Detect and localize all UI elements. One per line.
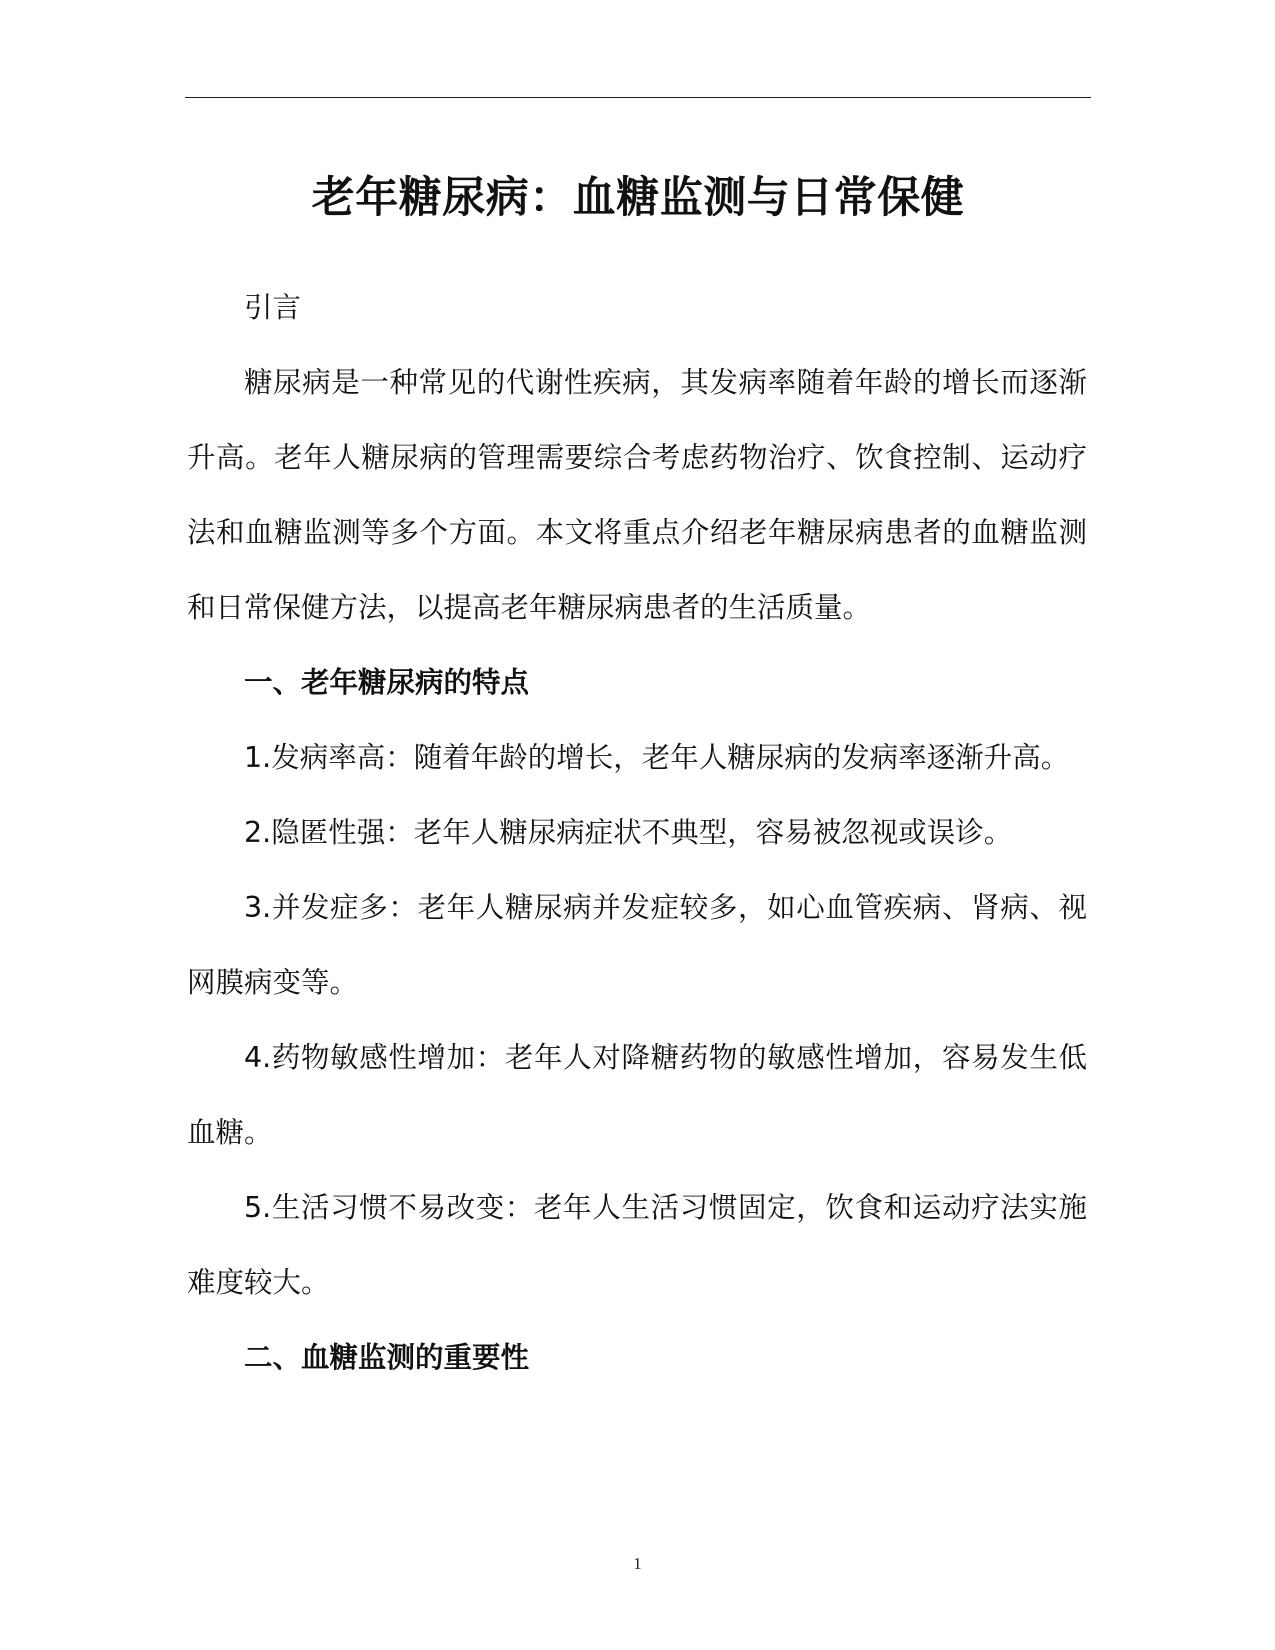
list-item-1: 1.发病率高：随着年龄的增长，老年人糖尿病的发病率逐渐升高。 [244,741,1070,774]
document-body [187,270,1087,1395]
list-item-4: 4.药物敏感性增加：老年人对降糖药物的敏感性增加，容易发生低血糖。 [187,1041,1087,1149]
page-number: 1 [633,1554,642,1573]
section-heading-1: 一、老年糖尿病的特点 [244,666,530,699]
document-title: 老年糖尿病：血糖监测与日常保健 [311,173,965,223]
section-heading-2: 二、血糖监测的重要性 [244,1341,530,1374]
paragraph-intro-label: 引言 [244,291,302,324]
list-item-2: 2.隐匿性强：老年人糖尿病症状不典型，容易被忽视或误诊。 [244,816,1013,849]
header-rule [185,97,1091,98]
list-item-5: 5.生活习惯不易改变：老年人生活习惯固定，饮食和运动疗法实施难度较大。 [187,1191,1087,1299]
paragraph-intro: 糖尿病是一种常见的代谢性疾病，其发病率随着年龄的增长而逐渐升高。老年人糖尿病的管理需要综合考虑药物治疗、饮食控制、运动疗法和血糖监测等多个方面。本文将重点介绍老年糖尿病患者的血糖监测和日常保健方法，以提高老年糖尿病患者的生活质量。 [187,366,1087,624]
list-item-3: 3.并发症多：老年人糖尿病并发症较多，如心血管疾病、肾病、视网膜病变等。 [187,891,1087,999]
